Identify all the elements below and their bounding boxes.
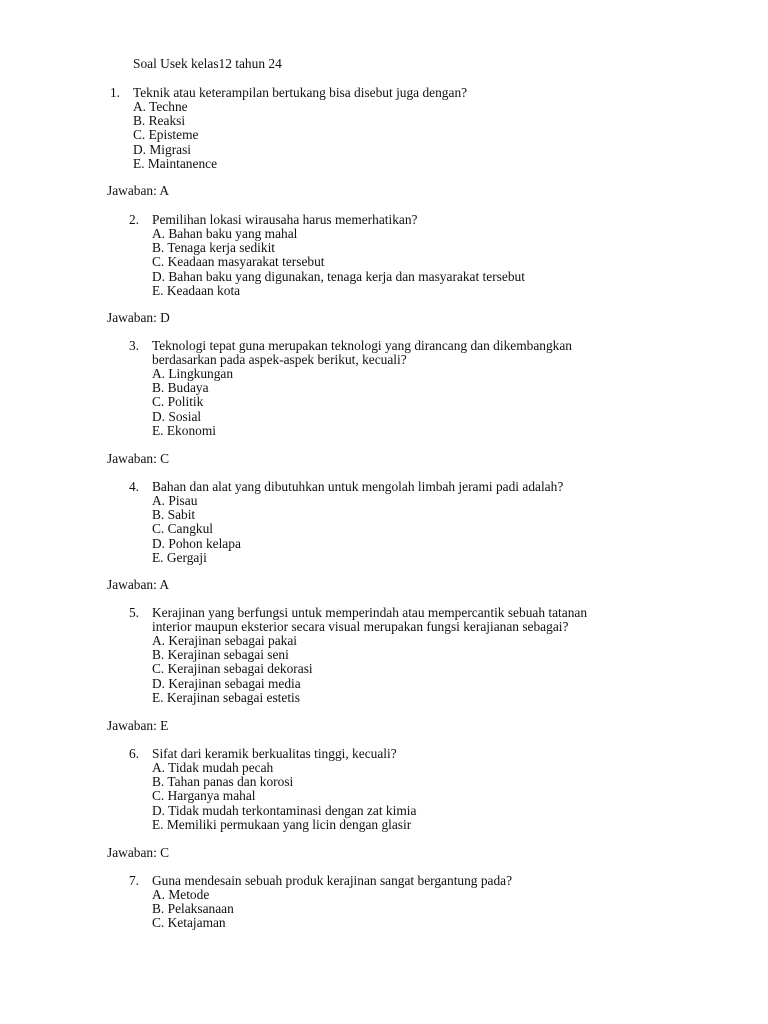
option: C. Cangkul [152, 521, 214, 537]
options-list [152, 494, 241, 565]
option: E. Maintanence [133, 155, 218, 171]
question-line: Teknologi tepat guna merupakan teknologi yang dirancang dan dikembangkan [152, 338, 572, 353]
options-list [152, 888, 234, 931]
options-list [152, 367, 233, 438]
option: D. Kerajinan sebagai media [152, 675, 301, 691]
question-number: 2. [128, 212, 139, 227]
option: A. Lingkungan [152, 366, 234, 381]
option: A. Techne [133, 99, 188, 114]
options-list [152, 227, 525, 298]
options-list [152, 634, 313, 705]
question-line: Kerajinan yang berfungsi untuk memperindah atau mempercantik sebuah tatanan [152, 605, 588, 620]
option: E. Kerajinan sebagai estetis [152, 689, 300, 705]
question-number: 5. [128, 605, 139, 620]
option: C. Keadaan masyarakat tersebut [152, 254, 325, 270]
answer-5: Jawaban: E [107, 718, 169, 733]
question-line: Pemilihan lokasi wirausaha harus memerhatikan? [152, 212, 418, 227]
option: B. Budaya [152, 380, 209, 396]
question-text [152, 606, 587, 634]
option: A. Metode [152, 887, 210, 902]
option: C. Ketajaman [152, 915, 226, 931]
document-title: Soal Usek kelas12 tahun 24 [133, 56, 282, 71]
question-number: 6. [128, 746, 139, 761]
option: C. Kerajinan sebagai dekorasi [152, 661, 313, 677]
question-text [152, 339, 572, 367]
option: B. Sabit [152, 507, 196, 523]
question-line: Guna mendesain sebuah produk kerajinan sangat bergantung pada? [152, 873, 513, 888]
answer-4: Jawaban: A [107, 577, 170, 592]
option: A. Tidak mudah pecah [152, 760, 274, 775]
option: E. Ekonomi [152, 422, 216, 438]
option: D. Tidak mudah terkontaminasi dengan zat kimia [152, 802, 417, 818]
question-line: berdasarkan pada aspek-aspek berikut, kecuali? [152, 352, 407, 368]
question-number: 1. [109, 85, 120, 100]
answer-3: Jawaban: C [107, 451, 170, 466]
question-line: Bahan dan alat yang dibutuhkan untuk mengolah limbah jerami padi adalah? [152, 479, 564, 494]
option: C. Harganya mahal [152, 788, 256, 804]
option: B. Tahan panas dan korosi [152, 774, 294, 790]
question-line: interior maupun eksterior secara visual merupakan fungsi kerajianan sebagai? [152, 619, 569, 635]
option: E. Gergaji [152, 549, 207, 565]
option: D. Pohon kelapa [152, 535, 241, 551]
option: A. Pisau [152, 493, 198, 508]
option: E. Keadaan kota [152, 282, 241, 298]
answer-6: Jawaban: C [107, 845, 170, 860]
option: A. Kerajinan sebagai pakai [152, 633, 298, 648]
question-number: 4. [128, 479, 139, 494]
answer-2: Jawaban: D [107, 310, 170, 325]
question-line: Sifat dari keramik berkualitas tinggi, kecuali? [152, 746, 397, 761]
question-number: 7. [128, 873, 139, 888]
question-text [152, 480, 563, 494]
options-list [152, 761, 416, 832]
option: B. Tenaga kerja sedikit [152, 240, 276, 256]
question-number: 3. [128, 338, 139, 353]
option: D. Migrasi [133, 141, 192, 157]
option: D. Bahan baku yang digunakan, tenaga kerja dan masyarakat tersebut [152, 268, 525, 284]
answer-1: Jawaban: A [107, 183, 170, 198]
option: E. Memiliki permukaan yang licin dengan glasir [152, 816, 412, 832]
option: B. Reaksi [133, 113, 186, 129]
options-list [133, 100, 217, 171]
question-line: Teknik atau keterampilan bertukang bisa disebut juga dengan? [133, 85, 468, 100]
option: D. Sosial [152, 408, 202, 424]
option: B. Kerajinan sebagai seni [152, 647, 289, 663]
option: C. Politik [152, 394, 204, 410]
option: A. Bahan baku yang mahal [152, 226, 298, 241]
option: B. Pelaksanaan [152, 901, 234, 917]
option: C. Episteme [133, 127, 199, 143]
